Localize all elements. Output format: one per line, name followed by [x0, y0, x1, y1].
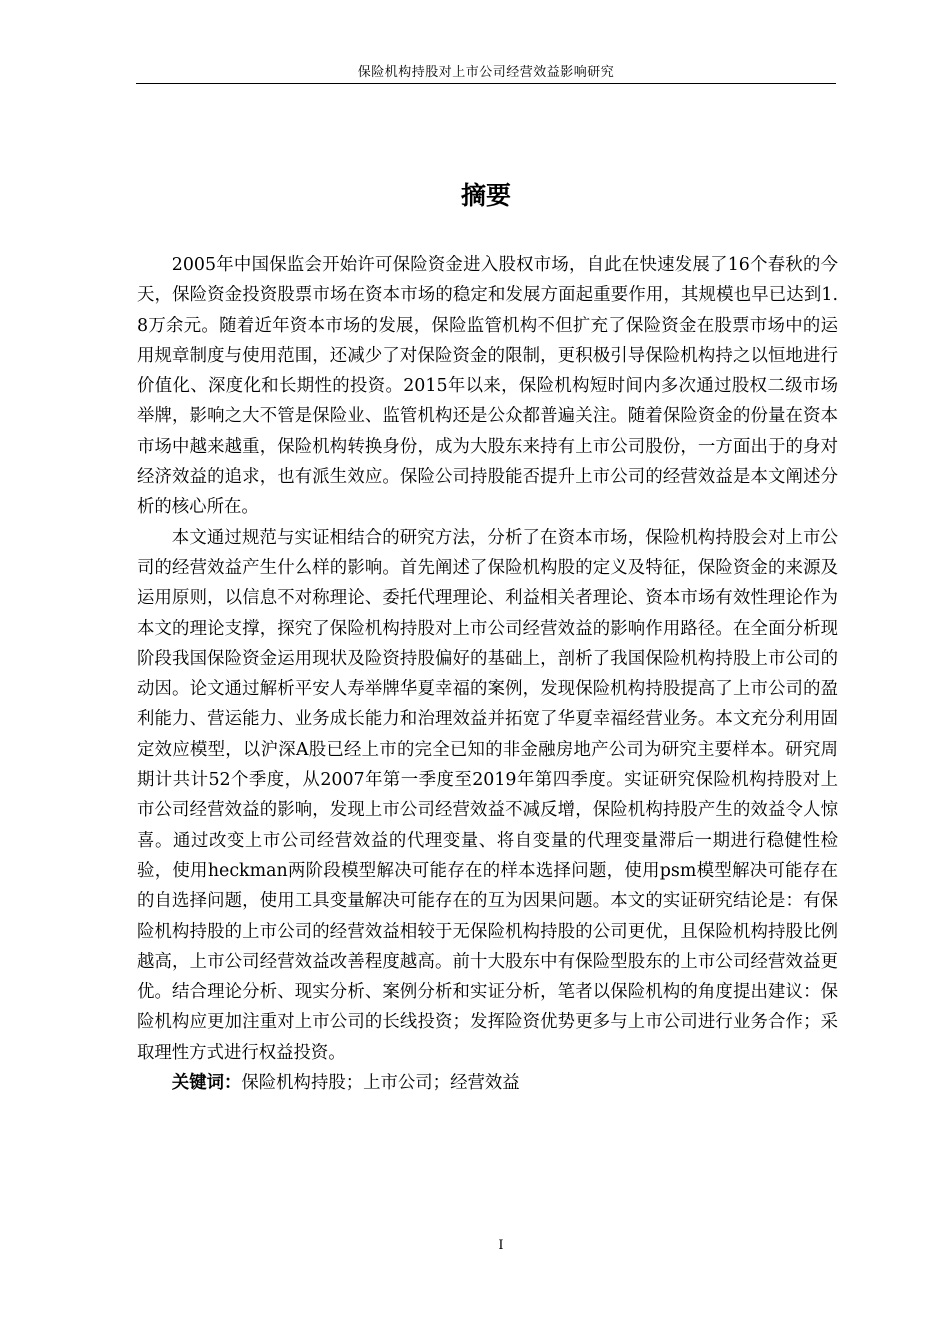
running-header: 保险机构持股对上市公司经营效益影响研究: [357, 65, 615, 80]
abstract-body: [137, 250, 838, 1098]
keywords-text: 保险机构持股；上市公司；经营效益: [241, 1073, 520, 1094]
abstract-paragraph-1: 2005年中国保监会开始许可保险资金进入股权市场，自此在快速发展了16个春秋的今天，保险资金投资股票市场在资本市场的稳定和发展方面起重要作用，其规模也早已达到1.8万余元。随着近年资本市场的发展，保险监管机构不但扩充了保险资金在股票市场中的运用规章制度与使用范围，还减少了对保险资金的限制，更积极引导保险机构持之以恒地进行价值化、深度化和长期性的投资。2015年以来，保险机构短时间内多次通过股权二级市场举牌，影响之大不管是保险业、监管机构还是公众都普遍关注。随着保险资金的份量在资本市场中越来越重，保险机构转换身份，成为大股东来持有上市公司股份，一方面出于的身对经济效益的追求，也有派生效应。保险公司持股能否提升上市公司的经营效益是本文阐述分析的核心所在。: [137, 255, 838, 518]
keywords-line: [137, 1068, 838, 1098]
page-title: 摘要: [460, 181, 511, 210]
abstract-paragraph-2: 本文通过规范与实证相结合的研究方法，分析了在资本市场，保险机构持股会对上市公司的经营效益产生什么样的影响。首先阐述了保险机构股的定义及特征，保险资金的来源及运用原则，以信息不对称理论、委托代理理论、利益相关者理论、资本市场有效性理论作为本文的理论支撑，探究了保险机构持股对上市公司经营效益的影响作用路径。在全面分析现阶段我国保险资金运用现状及险资持股偏好的基础上，剖析了我国保险机构持股上市公司的动因。论文通过解析平安人寿举牌华夏幸福的案例，发现保险机构持股提高了上市公司的盈利能力、营运能力、业务成长能力和治理效益并拓宽了华夏幸福经营业务。本文充分利用固定效应模型，以沪深A股已经上市的完全已知的非金融房地产公司为研究主要样本。研究周期计共计52个季度，从2007年第一季度至2019年第四季度。实证研究保险机构持股对上市公司经营效益的影响，发现上市公司经营效益不减反增，保险机构持股产生的效益令人惊喜。通过改变上市公司经营效益的代理变量、将自变量的代理变量滞后一期进行稳健性检验，使用heckman两阶段模型解决可能存在的样本选择问题，使用psm模型解决可能存在的自选择问题，使用工具变量解决可能存在的互为因果问题。本文的实证研究结论是：有保险机构持股的上市公司的经营效益相较于无保险机构持股的公司更优，且保险机构持股比例越高，上市公司经营效益改善程度越高。前十大股东中有保险型股东的上市公司经营效益更优。结合理论分析、现实分析、案例分析和实证分析，笔者以保险机构的角度提出建议：保险机构应更加注重对上市公司的长线投资；发挥险资优势更多与上市公司进行业务合作；采取理性方式进行权益投资。: [137, 527, 838, 1063]
keywords-label: 关键词：: [171, 1073, 242, 1094]
header-rule: [136, 83, 836, 84]
page-number: I: [498, 1238, 504, 1253]
